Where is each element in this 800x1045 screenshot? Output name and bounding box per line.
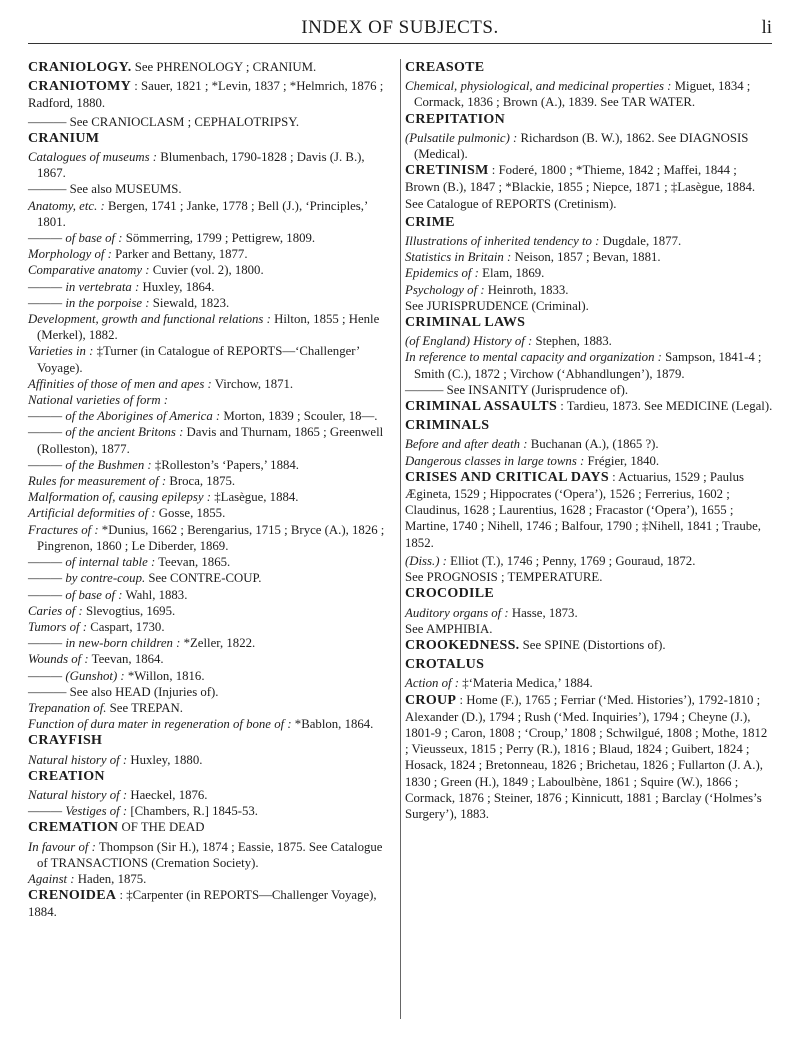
subentry-refs: See TREPAN.: [106, 700, 183, 715]
index-subentry: [28, 716, 396, 732]
subentry-refs: Siewald, 1823.: [149, 295, 230, 310]
index-headword-entry: [28, 732, 396, 749]
subentry-topic: In reference to mental capacity and organization :: [405, 350, 662, 365]
headword: CROCODILE: [405, 586, 495, 602]
subentry-topic: Action of :: [405, 676, 460, 691]
subentry-topic: Varieties in :: [28, 344, 94, 359]
entry-text: See PHRENOLOGY ; CRANIUM.: [131, 60, 317, 74]
subentry-topic: Chemical, physiological, and medicinal properties :: [405, 79, 672, 94]
subentry-refs: Huxley, 1864.: [139, 279, 215, 294]
index-subentry: [405, 436, 773, 452]
subentry-refs: ‡Turner (in Catalogue of REPORTS—‘Challenger’ Voyage).: [37, 344, 360, 375]
index-subentry: [28, 651, 396, 667]
subentry-topic: Development, growth and functional relations :: [28, 312, 271, 327]
index-subentry: [28, 619, 396, 635]
subentry-topic: ——— of internal table :: [28, 555, 156, 570]
subentry-topic: Illustrations of inherited tendency to :: [405, 234, 600, 249]
index-subentry: [405, 233, 773, 249]
subentry-refs: Davis and Thurnam, 1865 ; Greenwell (Rolleston), 1877.: [37, 425, 384, 456]
index-subentry: [405, 453, 773, 469]
subentry-refs: Broca, 1875.: [166, 474, 236, 489]
subentry-refs: Thompson (Sir H.), 1874 ; Eassie, 1875. See Catalogue of TRANSACTIONS (Cremation Society).: [37, 839, 383, 870]
index-subentry: [28, 554, 396, 570]
index-headword-entry: [405, 656, 773, 673]
subentry-topic: National varieties of form :: [28, 393, 169, 408]
index-subentry: [28, 489, 396, 505]
index-subentry: [28, 457, 396, 473]
entry-text: : ‡Carpenter (in REPORTS—Challenger Voyage), 1884.: [28, 888, 377, 920]
index-headword-entry: [405, 585, 773, 602]
subentry-refs: See CONTRE-COUP.: [145, 571, 262, 586]
headword: CRIME: [405, 214, 455, 230]
subentry-topic: Fractures of :: [28, 522, 99, 537]
right-column: [405, 59, 773, 824]
index-subentry: [405, 382, 773, 398]
subentry-refs: ——— See also HEAD (Injuries of).: [28, 684, 219, 699]
entry-text: : Sauer, 1821 ; *Levin, 1837 ; *Helmrich, 1876 ; Radford, 1880.: [28, 79, 384, 111]
index-subentry: [28, 570, 396, 586]
index-subentry: [28, 752, 396, 768]
subentry-refs: *Zeller, 1822.: [180, 636, 256, 651]
subentry-refs: Dugdale, 1877.: [599, 234, 682, 249]
left-column: [28, 59, 396, 923]
index-subentry: [28, 181, 396, 197]
index-subentry: [28, 700, 396, 716]
subentry-refs: Gosse, 1855.: [155, 506, 226, 521]
headword: CRIMINAL ASSAULTS: [405, 399, 558, 415]
subentry-topic: Morphology of :: [28, 247, 112, 262]
subentry-topic: Malformation of, causing epilepsy :: [28, 490, 212, 505]
index-subentry: [28, 587, 396, 603]
index-subentry: [28, 684, 396, 700]
subentry-topic: Before and after death :: [405, 437, 528, 452]
subentry-topic: ——— of base of :: [28, 587, 123, 602]
subentry-refs: Hilton, 1855 ; Henle (Merkel), 1882.: [37, 312, 380, 343]
subentry-refs: Richardson (B. W.), 1862. See DIAGNOSIS (Medical).: [414, 130, 749, 162]
subentry-refs: ——— See also MUSEUMS.: [28, 182, 182, 197]
index-subentry: [405, 553, 773, 569]
index-subentry: [28, 376, 396, 392]
subentry-topic: Against :: [28, 871, 75, 886]
subentry-refs: *Bablon, 1864.: [291, 717, 374, 732]
entry-text: : Foderé, 1800 ; *Thieme, 1842 ; Maffei, 1844 ; Brown (B.), 1847 ; *Blackie, 1855 ; Niepce, 1871 ; ‡Lasègue, 1884. See Catalogue of REPORTS (Cretinism).: [405, 163, 756, 211]
subentry-topic: Tumors of :: [28, 619, 88, 634]
index-subentry: [405, 298, 773, 314]
subentry-topic: (of England) History of :: [405, 334, 533, 349]
headword: CRIMINALS: [405, 418, 490, 434]
index-subentry: [28, 408, 396, 424]
subentry-refs: ‡‘Materia Medica,’ 1884.: [459, 676, 593, 691]
index-subentry: [405, 675, 773, 691]
index-headword-entry: [28, 130, 396, 147]
subentry-topic: Auditory organs of :: [405, 605, 509, 620]
index-subentry: [405, 605, 773, 621]
subentry-refs: ‡Lasègue, 1884.: [211, 490, 299, 505]
page-number: li: [761, 17, 772, 38]
subentry-topic: ——— in the porpoise :: [28, 295, 150, 310]
headword: CRIMINAL LAWS: [405, 315, 526, 331]
subentry-refs: Buchanan (A.), (1865 ?).: [527, 437, 659, 452]
subentry-topic: ——— of the Aborigines of America :: [28, 409, 221, 424]
index-headword-entry: [405, 637, 773, 654]
index-headword-entry: [405, 59, 773, 76]
index-subentry: [28, 522, 396, 554]
index-headword-entry: [405, 469, 773, 551]
index-subentry: [28, 295, 396, 311]
index-subentry: [28, 787, 396, 803]
subentry-topic: In favour of :: [28, 839, 96, 854]
index-headword-entry: [405, 398, 773, 415]
subentry-refs: Heinroth, 1833.: [484, 282, 569, 297]
subentry-topic: Natural history of :: [28, 787, 128, 802]
index-subentry: [28, 603, 396, 619]
subentry-refs: ‡Rolleston’s ‘Papers,’ 1884.: [151, 457, 299, 472]
subentry-topic: ——— of the Bushmen :: [28, 457, 152, 472]
index-subentry: [405, 333, 773, 349]
index-subentry: [405, 282, 773, 298]
headword: CREASOTE: [405, 60, 485, 75]
index-subentry: [28, 279, 396, 295]
headword: CRANIUM: [28, 130, 100, 146]
index-subentry: [28, 871, 396, 887]
index-subentry: [28, 668, 396, 684]
subentry-topic: ——— of base of :: [28, 231, 123, 246]
index-subentry: [28, 311, 396, 343]
index-subentry: [28, 246, 396, 262]
subentry-topic: Function of dura mater in regeneration of bone of :: [28, 717, 292, 732]
subentry-refs: Sampson, 1841-4 ; Smith (C.), 1872 ; Virchow (‘Abhandlungen’), 1879.: [414, 350, 762, 381]
subentry-topic: Trepanation of.: [28, 700, 107, 715]
subentry-refs: [Chambers, R.] 1845-53.: [127, 804, 258, 819]
index-headword-entry: [405, 417, 773, 434]
index-subentry: [28, 392, 396, 408]
subentry-refs: Stephen, 1883.: [532, 334, 612, 349]
subentry-topic: ——— Vestiges of :: [28, 804, 128, 819]
subentry-refs: Teevan, 1865.: [155, 555, 231, 570]
subentry-topic: Dangerous classes in large towns :: [405, 453, 585, 468]
index-subentry: [28, 230, 396, 246]
entry-text: : Actuarius, 1529 ; Paulus Ægineta, 1529 ; Hippocrates (‘Opera’), 1526 ; Ferrerius, 1602 ; Claudinus, 1628 ; Laurentius, 1628 ; Fracastor (‘Opera’), 1655 ; Martine, 1740 ; Nihell, 1746 ; Balfour, 1790 ; ‡Nihell, 1841 ; Traube, 1852.: [405, 469, 761, 550]
index-headword-entry: [405, 162, 773, 212]
headword: CRAYFISH: [28, 733, 103, 749]
subentry-topic: Statistics in Britain :: [405, 250, 512, 265]
index-subentry: [405, 621, 773, 637]
headword: CRENOIDEA: [28, 888, 117, 904]
index-headword-entry: [28, 819, 396, 836]
index-subentry: [28, 198, 396, 230]
headword: CRETINISM: [405, 163, 489, 179]
index-subentry: [405, 265, 773, 281]
headword: CREPITATION: [405, 111, 506, 127]
index-subentry: [28, 424, 396, 456]
headword: CRANIOLOGY.: [28, 60, 132, 75]
index-subentry: [28, 803, 396, 819]
subentry-topic: Artificial deformities of :: [28, 506, 156, 521]
headword: CREATION: [28, 768, 105, 784]
index-headword-entry: [28, 887, 396, 920]
index-headword-entry: [405, 214, 773, 231]
subentry-refs: Slevogtius, 1695.: [82, 603, 176, 618]
headword: CROUP: [405, 692, 457, 708]
headword: CRISES AND CRITICAL DAYS: [405, 469, 609, 485]
index-subentry: [405, 78, 773, 110]
headword: CREMATION: [28, 820, 119, 836]
subentry-topic: (Pulsatile pulmonic) :: [405, 130, 518, 145]
subentry-refs: *Willon, 1816.: [124, 668, 205, 683]
subentry-topic: Anatomy, etc. :: [28, 198, 105, 213]
index-subentry: [405, 249, 773, 265]
subentry-refs: Parker and Bettany, 1877.: [111, 247, 248, 262]
subentry-refs: Hasse, 1873.: [508, 605, 578, 620]
headword: CROTALUS: [405, 657, 485, 673]
index-subentry: [405, 130, 773, 162]
index-subentry: [28, 635, 396, 651]
subentry-refs: Blumenbach, 1790-1828 ; Davis (J. B.), 1867.: [37, 150, 365, 181]
subentry-refs: Morton, 1839 ; Scouler, 18—.: [220, 409, 378, 424]
subentry-topic: Affinities of those of men and apes :: [28, 376, 212, 391]
subentry-refs: Teevan, 1864.: [88, 652, 164, 667]
index-subentry: [28, 114, 396, 130]
index-headword-entry: [28, 78, 396, 111]
entry-text: : Tardieu, 1873. See MEDICINE (Legal).: [557, 399, 773, 414]
subentry-topic: (Diss.) :: [405, 553, 447, 568]
subentry-topic: Psychology of :: [405, 282, 485, 297]
subentry-topic: Comparative anatomy :: [28, 263, 150, 278]
subentry-topic: ——— in vertebrata :: [28, 279, 140, 294]
headword: CROOKEDNESS.: [405, 637, 520, 653]
subentry-refs: See PROGNOSIS ; TEMPERATURE.: [405, 570, 603, 585]
subentry-topic: Rules for measurement of :: [28, 474, 167, 489]
subentry-refs: See JURISPRUDENCE (Criminal).: [405, 298, 589, 313]
subentry-refs: Virchow, 1871.: [211, 376, 294, 391]
subentry-topic: Wounds of :: [28, 652, 89, 667]
subentry-topic: ——— by contre-coup.: [28, 571, 146, 586]
index-subentry: [28, 473, 396, 489]
subentry-refs: Caspart, 1730.: [87, 619, 165, 634]
index-subentry: [405, 569, 773, 585]
page-title: INDEX OF SUBJECTS.: [301, 17, 499, 38]
index-subentry: [28, 839, 396, 871]
entry-text: OF THE DEAD: [118, 820, 205, 835]
subentry-refs: ——— See INSANITY (Jurisprudence of).: [405, 382, 629, 397]
index-headword-entry: [28, 59, 396, 76]
subentry-refs: Sömmerring, 1799 ; Pettigrew, 1809.: [122, 231, 316, 246]
subentry-refs: Neison, 1857 ; Bevan, 1881.: [511, 250, 661, 265]
entry-text: See SPINE (Distortions of).: [519, 637, 666, 652]
subentry-refs: Cuvier (vol. 2), 1800.: [149, 263, 264, 278]
index-subentry: [405, 349, 773, 381]
index-headword-entry: [405, 692, 773, 823]
index-subentry: [28, 149, 396, 181]
subentry-topic: Natural history of :: [28, 752, 128, 767]
subentry-refs: Wahl, 1883.: [122, 587, 188, 602]
subentry-refs: *Dunius, 1662 ; Berengarius, 1715 ; Bryce (A.), 1826 ; Pingrenon, 1860 ; Le Diberder, 1869.: [37, 522, 385, 553]
subentry-refs: See AMPHIBIA.: [405, 621, 493, 636]
subentry-topic: ——— of the ancient Britons :: [28, 425, 184, 440]
subentry-topic: ——— in new-born children :: [28, 636, 181, 651]
subentry-refs: Elliot (T.), 1746 ; Penny, 1769 ; Gouraud, 1872.: [446, 553, 696, 568]
headword: CRANIOTOMY: [28, 79, 132, 95]
subentry-refs: Miguet, 1834 ; Cormack, 1836 ; Brown (A.), 1839. See TAR WATER.: [414, 79, 751, 110]
subentry-refs: Elam, 1869.: [478, 266, 545, 281]
subentry-topic: Catalogues of museums :: [28, 150, 158, 165]
running-head: [28, 15, 772, 44]
subentry-refs: ——— See CRANIOCLASM ; CEPHALOTRIPSY.: [28, 114, 300, 129]
subentry-refs: Huxley, 1880.: [127, 752, 203, 767]
index-headword-entry: [405, 314, 773, 331]
subentry-topic: Caries of :: [28, 603, 83, 618]
subentry-refs: Frégier, 1840.: [584, 453, 660, 468]
column-divider: [400, 59, 401, 1019]
index-subentry: [28, 262, 396, 278]
entry-text: : Home (F.), 1765 ; Ferriar (‘Med. Histories’), 1792-1810 ; Alexander (D.), 1794 ; Rush (‘Med. Inquiries’), 1794 ; Cheyne (J.), 1801-9 ; Caron, 1808 ; ‘Croup,’ 1808 ; Schwilgué, 1808 ; Mothe, 1812 ; Vieusseux, 1815 ; Perry (R.), 1816 ; Blaud, 1824 ; Guibert, 1824 ; Hosack, 1824 ; Bretonneau, 1826 ; Brichetau, 1826 ; Fullarton (J. A.), 1830 ; Green (H.), 1849 ; Laboulbène, 1861 ; Squire (W.), 1866 ; Cormack, 1876 ; Steiner, 1876 ; Kinnicutt, 1881 ; Barclay (‘Holmes’s Surgery’), 1883.: [405, 692, 768, 821]
subentry-refs: Bergen, 1741 ; Janke, 1778 ; Bell (J.), ‘Principles,’ 1801.: [37, 198, 368, 229]
subentry-refs: Haden, 1875.: [74, 871, 147, 886]
index-subentry: [28, 505, 396, 521]
index-headword-entry: [28, 768, 396, 785]
subentry-topic: Epidemics of :: [405, 266, 479, 281]
index-subentry: [28, 343, 396, 375]
index-headword-entry: [405, 111, 773, 128]
subentry-topic: ——— (Gunshot) :: [28, 668, 125, 683]
subentry-refs: Haeckel, 1876.: [127, 787, 208, 802]
